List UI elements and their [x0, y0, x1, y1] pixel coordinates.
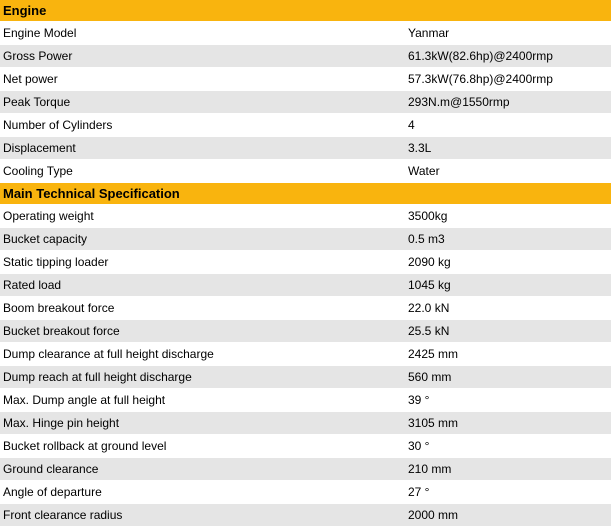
- spec-label: Max. Hinge pin height: [0, 412, 405, 435]
- table-row: [0, 320, 611, 343]
- spec-value: 30 °: [405, 435, 611, 458]
- spec-label: Angle of departure: [0, 481, 405, 504]
- table-row: [0, 481, 611, 504]
- spec-value: 2000 mm: [405, 504, 611, 527]
- spec-label: Boom breakout force: [0, 297, 405, 320]
- spec-value: Yanmar: [405, 22, 611, 45]
- table-row: [0, 458, 611, 481]
- spec-label: Peak Torque: [0, 91, 405, 114]
- spec-label: Bucket breakout force: [0, 320, 405, 343]
- section-title: Main Technical Specification: [0, 183, 611, 205]
- spec-value: 61.3kW(82.6hp)@2400rmp: [405, 45, 611, 68]
- spec-value: 3105 mm: [405, 412, 611, 435]
- spec-label: Dump reach at full height discharge: [0, 366, 405, 389]
- table-row: [0, 504, 611, 527]
- table-row: [0, 160, 611, 183]
- spec-value: 3.3L: [405, 137, 611, 160]
- spec-label: Front clearance radius: [0, 504, 405, 527]
- spec-label: Ground clearance: [0, 458, 405, 481]
- table-row: [0, 274, 611, 297]
- spec-value: Water: [405, 160, 611, 183]
- spec-value: 210 mm: [405, 458, 611, 481]
- spec-label: Operating weight: [0, 205, 405, 228]
- spec-value: 22.0 kN: [405, 297, 611, 320]
- table-row: [0, 389, 611, 412]
- spec-label: Rated load: [0, 274, 405, 297]
- spec-label: Bucket rollback at ground level: [0, 435, 405, 458]
- spec-value: 27 °: [405, 481, 611, 504]
- spec-value: 57.3kW(76.8hp)@2400rmp: [405, 68, 611, 91]
- table-row: [0, 228, 611, 251]
- spec-value: 2425 mm: [405, 343, 611, 366]
- spec-label: Static tipping loader: [0, 251, 405, 274]
- spec-value: 293N.m@1550rmp: [405, 91, 611, 114]
- spec-value: 25.5 kN: [405, 320, 611, 343]
- table-row: [0, 205, 611, 228]
- table-row: [0, 343, 611, 366]
- spec-label: Number of Cylinders: [0, 114, 405, 137]
- section-title: Engine: [0, 0, 611, 22]
- spec-value: 1045 kg: [405, 274, 611, 297]
- section-header-main-spec: [0, 183, 611, 205]
- section-header-engine: [0, 0, 611, 22]
- spec-value: 0.5 m3: [405, 228, 611, 251]
- table-row: [0, 137, 611, 160]
- spec-label: Max. Dump angle at full height: [0, 389, 405, 412]
- spec-label: Cooling Type: [0, 160, 405, 183]
- spec-label: Net power: [0, 68, 405, 91]
- table-row: [0, 435, 611, 458]
- spec-value: 2090 kg: [405, 251, 611, 274]
- table-row: [0, 114, 611, 137]
- table-row: [0, 412, 611, 435]
- table-row: [0, 297, 611, 320]
- spec-value: 560 mm: [405, 366, 611, 389]
- spec-value: 3500kg: [405, 205, 611, 228]
- spec-label: Gross Power: [0, 45, 405, 68]
- spec-label: Dump clearance at full height discharge: [0, 343, 405, 366]
- table-row: [0, 68, 611, 91]
- spec-label: Displacement: [0, 137, 405, 160]
- spec-value: 39 °: [405, 389, 611, 412]
- spec-label: Engine Model: [0, 22, 405, 45]
- table-row: [0, 22, 611, 45]
- table-row: [0, 251, 611, 274]
- table-row: [0, 45, 611, 68]
- table-row: [0, 366, 611, 389]
- spec-value: 4: [405, 114, 611, 137]
- table-row: [0, 91, 611, 114]
- spec-label: Bucket capacity: [0, 228, 405, 251]
